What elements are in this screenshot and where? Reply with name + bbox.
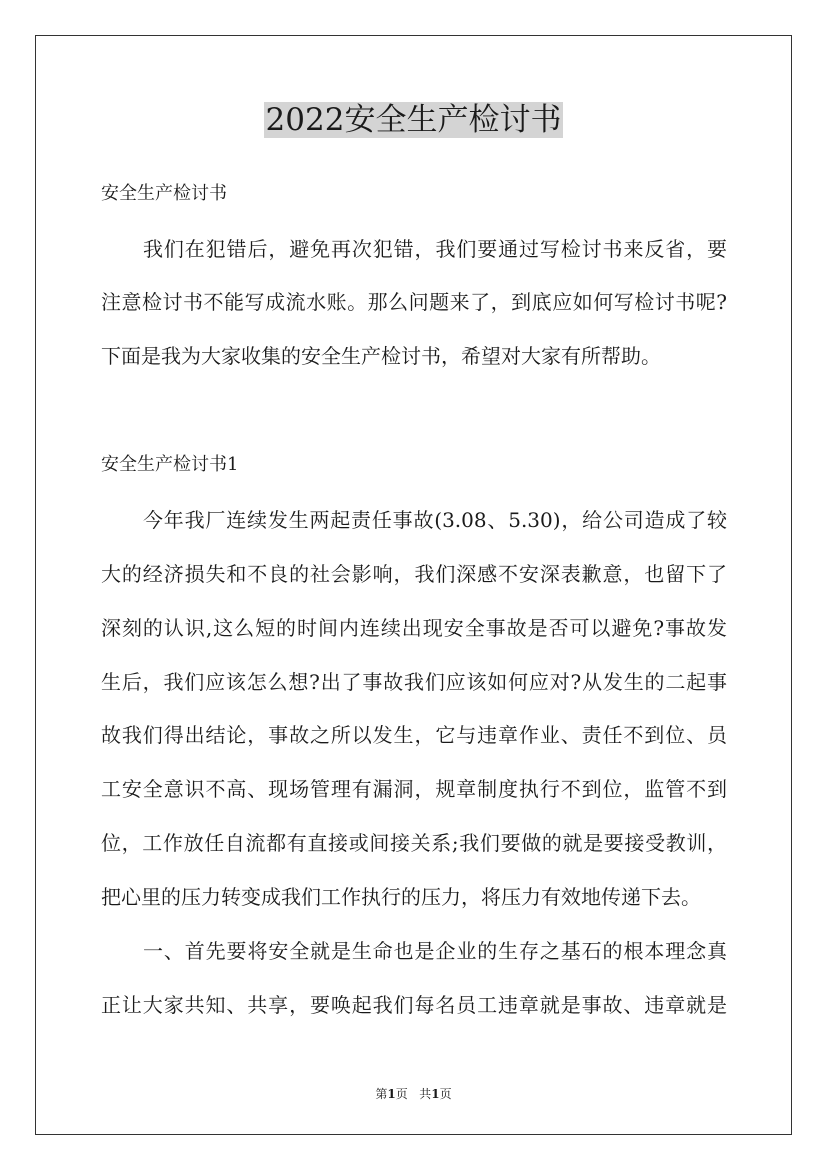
total-pages: 1 <box>431 1087 440 1101</box>
document-title-text: 2022安全生产检讨书 <box>265 102 562 138</box>
total-label-suffix: 页 <box>439 1087 452 1101</box>
page-footer <box>0 1086 827 1102</box>
para1-line-3: 深刻的认识,这么短的时间内连续出现安全事故是否可以避免?事故发 <box>101 616 727 640</box>
document-title <box>0 98 827 142</box>
intro-line-3: 下面是我为大家收集的安全生产检讨书，希望对大家有所帮助。 <box>101 344 661 368</box>
section-heading-1: 安全生产检讨书 <box>101 183 227 204</box>
para1-line-8: 把心里的压力转变成我们工作执行的压力，将压力有效地传递下去。 <box>101 885 701 909</box>
para2-line-1: 一、首先要将安全就是生命也是企业的生存之基石的根本理念真 <box>143 939 727 963</box>
para1-line-2: 大的经济损失和不良的社会影响，我们深感不安深表歉意，也留下了 <box>101 562 727 586</box>
total-label-prefix: 共 <box>419 1087 432 1101</box>
para1-line-6: 工安全意识不高、现场管理有漏洞，规章制度执行不到位，监管不到 <box>101 777 727 801</box>
page-label-prefix: 第 <box>375 1087 388 1101</box>
para1-line-7: 位，工作放任自流都有直接或间接关系;我们要做的就是要接受教训， <box>101 831 727 855</box>
para1-line-4: 生后，我们应该怎么想?出了事故我们应该如何应对?从发生的二起事 <box>101 670 727 694</box>
page-label-suffix: 页 <box>395 1087 408 1101</box>
para2-line-2: 正让大家共知、共享，要唤起我们每名员工违章就是事故、违章就是 <box>101 993 727 1017</box>
section-heading-2: 安全生产检讨书1 <box>101 454 239 475</box>
intro-line-2: 注意检讨书不能写成流水账。那么问题来了，到底应如何写检讨书呢? <box>101 290 727 314</box>
page-number: 1 <box>387 1087 396 1101</box>
intro-line-1: 我们在犯错后，避免再次犯错，我们要通过写检讨书来反省，要 <box>143 237 727 261</box>
para1-line-1: 今年我厂连续发生两起责任事故(3.08、5.30)，给公司造成了较 <box>143 508 727 532</box>
para1-line-5: 故我们得出结论，事故之所以发生，它与违章作业、责任不到位、员 <box>101 723 727 747</box>
